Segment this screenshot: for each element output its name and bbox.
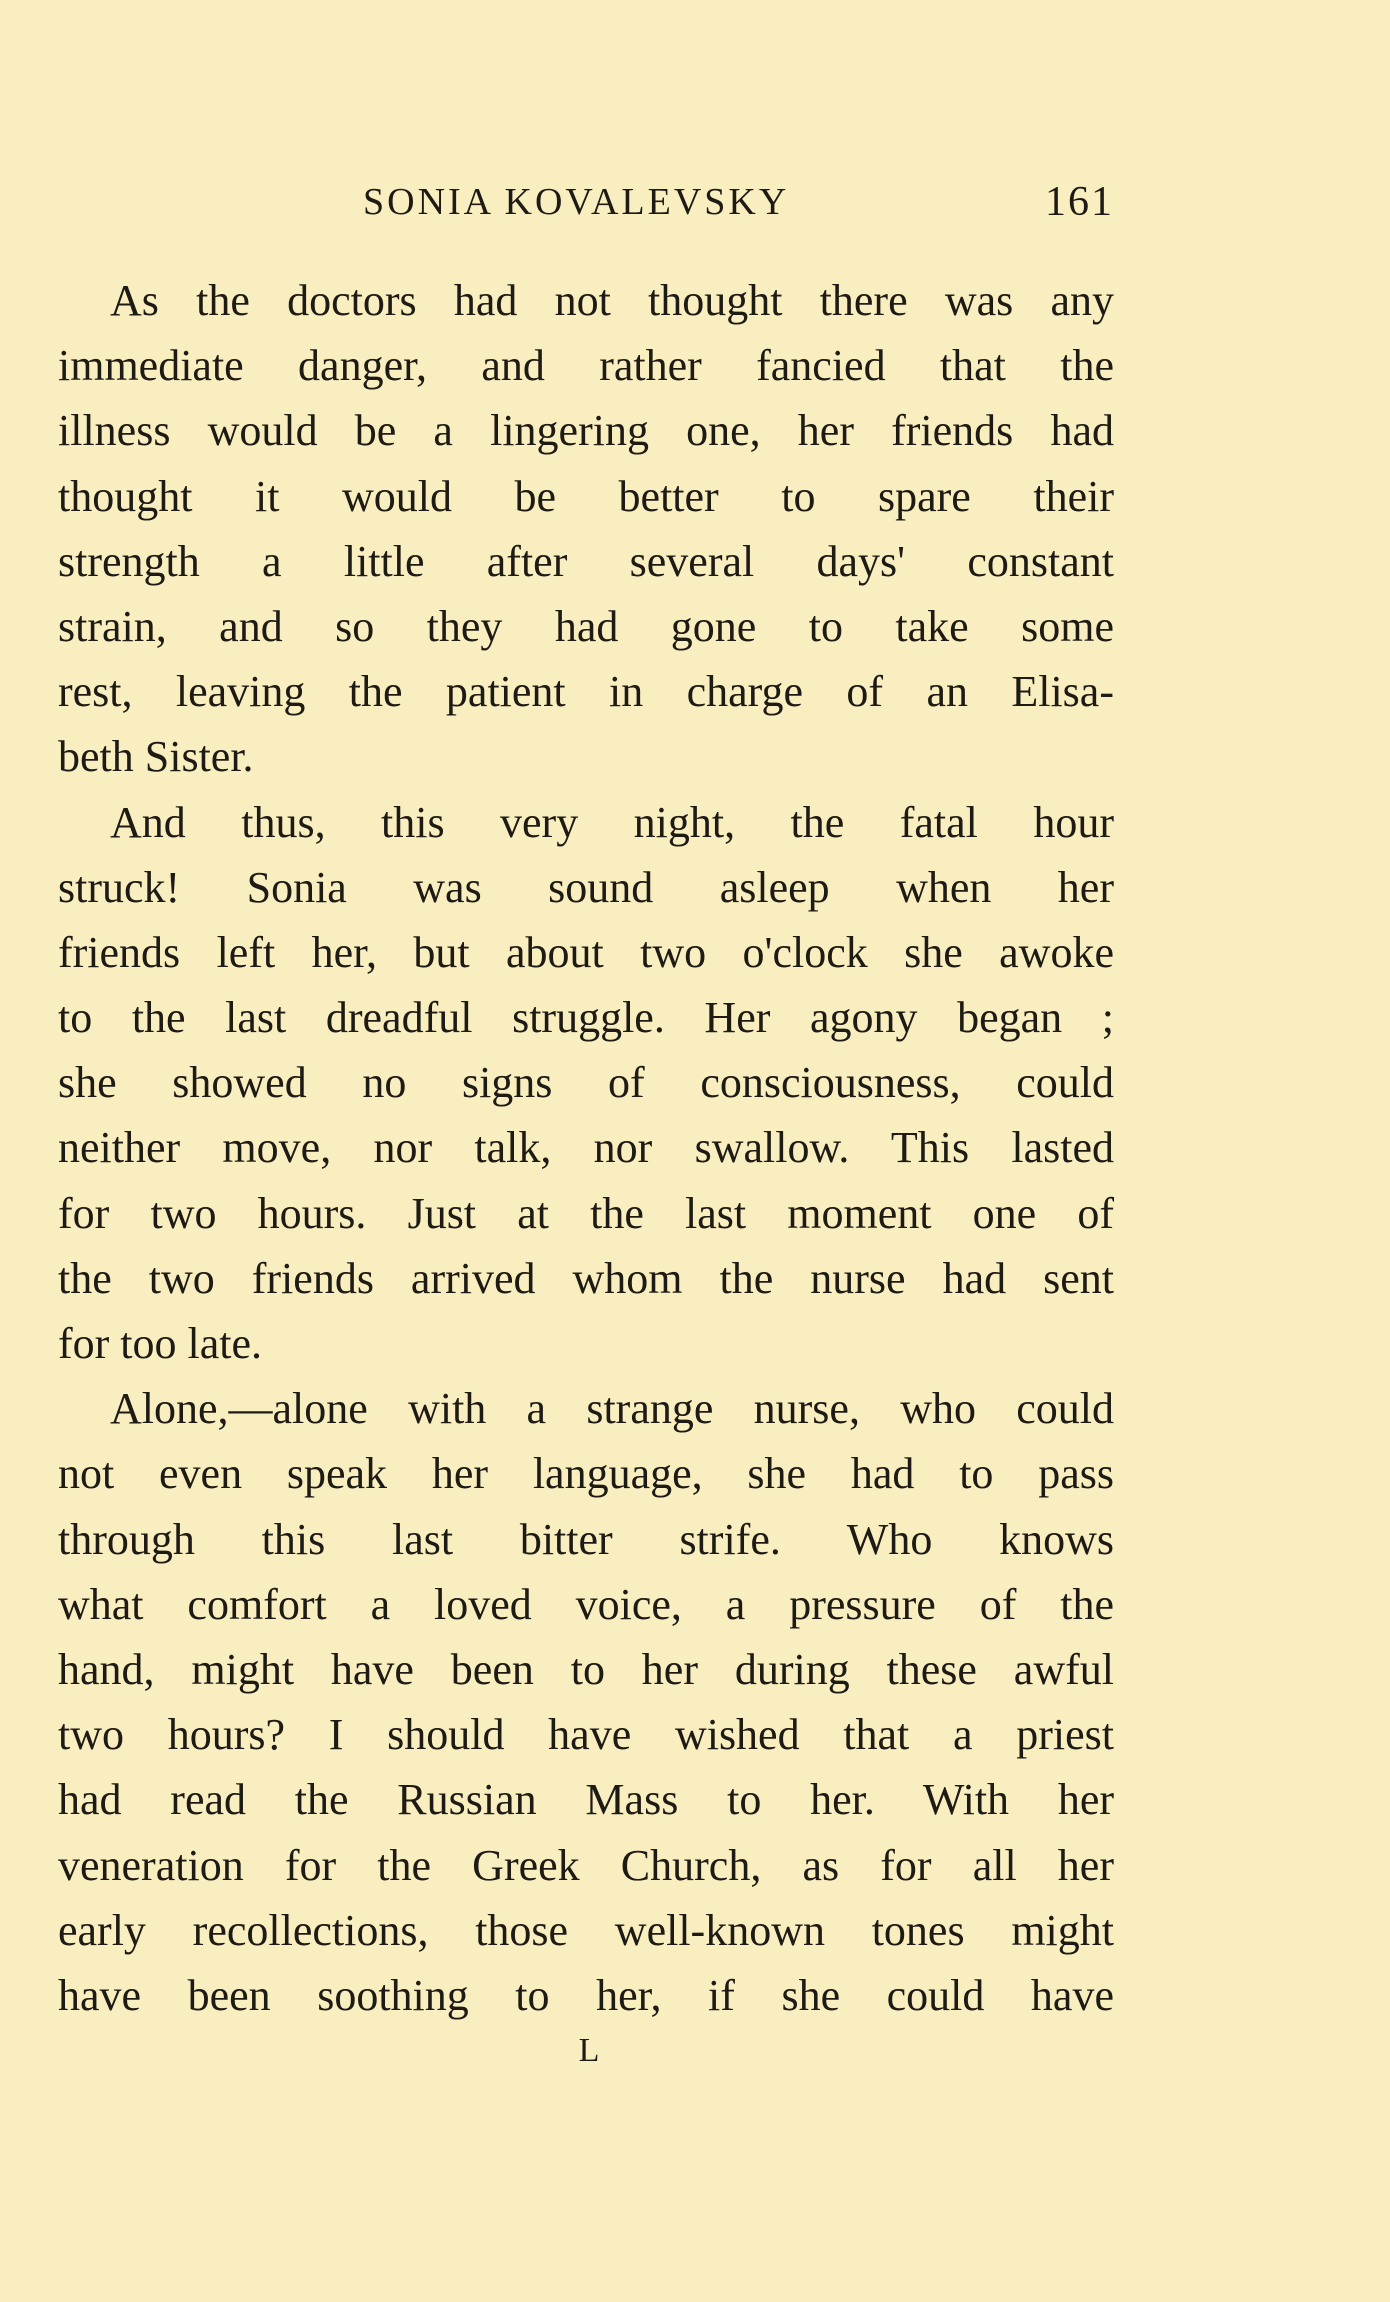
page-header	[58, 174, 1114, 230]
text-line: strain, and so they had gone to take some	[58, 601, 1114, 651]
text-line: beth Sister.	[58, 732, 254, 782]
body-text	[58, 268, 1114, 2028]
text-line: immediate danger, and rather fancied that the	[58, 341, 1114, 391]
text-line: had read the Russian Mass to her. With her	[58, 1775, 1114, 1825]
text-line: for two hours. Just at the last moment one of	[58, 1188, 1114, 1238]
text-line: what comfort a loved voice, a pressure of the	[58, 1579, 1114, 1629]
text-line: strength a little after several days' constant	[58, 536, 1114, 586]
text-line: struck! Sonia was sound asleep when her	[58, 862, 1114, 912]
text-line: thought it would be better to spare their	[58, 471, 1114, 521]
text-line: she showed no signs of consciousness, could	[58, 1058, 1114, 1108]
text-line: veneration for the Greek Church, as for all her	[58, 1840, 1114, 1890]
running-title: SONIA KOVALEVSKY	[363, 181, 790, 223]
text-line: to the last dreadful struggle. Her agony began ;	[58, 993, 1114, 1043]
text-line: through this last bitter strife. Who knows	[58, 1514, 1114, 1564]
text-line: the two friends arrived whom the nurse had sent	[58, 1253, 1114, 1303]
text-line: for too late.	[58, 1319, 263, 1368]
page-number: 161	[1045, 179, 1114, 225]
text-line: rest, leaving the patient in charge of an Elisa-	[58, 667, 1114, 717]
text-line: friends left her, but about two o'clock she awoke	[58, 927, 1114, 977]
text-line: And thus, this very night, the fatal hour	[110, 797, 1114, 847]
text-line: illness would be a lingering one, her friends had	[58, 406, 1114, 456]
text-line: early recollections, those well-known tones might	[58, 1905, 1114, 1955]
signature-mark: L	[578, 2032, 600, 2069]
text-line: not even speak her language, she had to pass	[58, 1449, 1114, 1499]
text-line: have been soothing to her, if she could have	[58, 1970, 1114, 2020]
text-line: As the doctors had not thought there was any	[110, 276, 1114, 325]
text-line: two hours? I should have wished that a priest	[58, 1710, 1114, 1760]
text-line: Alone,—alone with a strange nurse, who could	[110, 1384, 1114, 1434]
text-line: hand, might have been to her during these awful	[58, 1644, 1114, 1694]
text-line: neither move, nor talk, nor swallow. This lasted	[58, 1123, 1114, 1173]
